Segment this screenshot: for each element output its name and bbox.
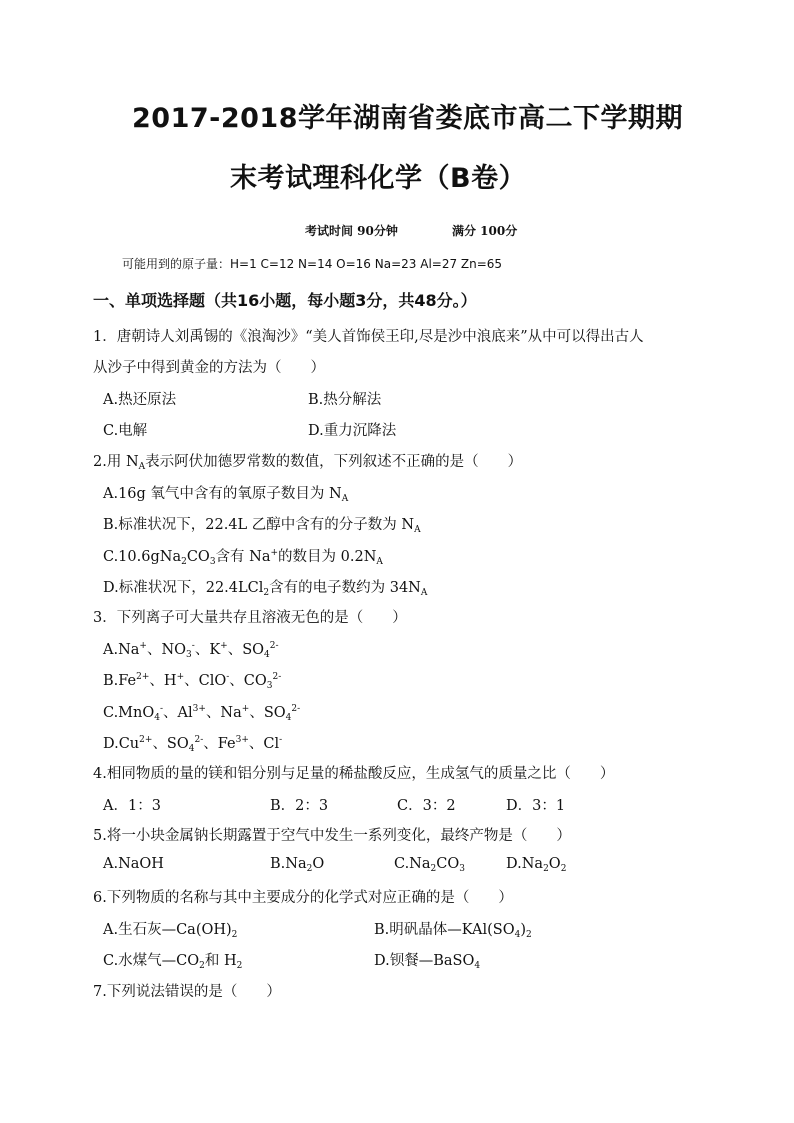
- q5-option-d: $D.Na_2O_2$: [506, 856, 567, 874]
- q6-option-c: C.水煤气$—CO_2$和 $H_2$: [103, 953, 243, 971]
- q1-stem-line2: 从沙子中得到黄金的方法为（ ）: [93, 360, 325, 376]
- atomic-mass-label: 可能用到的原子量：: [122, 257, 231, 271]
- q4-option-d: D．3：1: [506, 798, 566, 814]
- q2-option-c: $C.10.6gNa_2CO_3$含有 Na+的数目为 $0.2N_A$: [103, 548, 383, 567]
- q4-option-c: C．3：2: [397, 798, 456, 814]
- q5-option-b: $B.Na_2O$: [270, 856, 325, 874]
- q5-option-c: $C.Na_2CO_3$: [394, 856, 465, 874]
- q6-option-a: A.生石灰$—Ca(OH)_2$: [103, 922, 238, 940]
- q3-option-b: $B.Fe^{2+}$、H+、ClO-、$CO_3^{2-}$: [103, 672, 282, 691]
- title-line-2: 末考试理科化学（B卷）: [230, 163, 527, 194]
- atomic-mass-values: H=1 C=12 N=14 O=16 Na=23 Al=27 Zn=65: [230, 257, 503, 271]
- q2-option-a: A.16g 氧气中含有的氧原子数目为 $N_A$: [103, 486, 349, 504]
- q3-option-a: A.Na+、$NO_3^-$、K+、$SO_4^{2-}$: [103, 641, 279, 660]
- q7-stem: 7.下列说法错误的是（ ）: [93, 984, 281, 1000]
- q1-option-b: B.热分解法: [308, 392, 382, 408]
- q2-option-d: D.标准状况下，22.4LCl$_2$含有的电子数约为 $34N_A$: [103, 580, 428, 598]
- q3-option-d: $D.Cu^{2+}$、$SO_4^{2-}$、$Fe^{3+}$、Cl-: [103, 735, 283, 754]
- q6-stem: 6.下列物质的名称与其中主要成分的化学式对应正确的是（ ）: [93, 890, 513, 906]
- q6-option-d: D.钡餐—BaSO$_4$: [374, 953, 481, 971]
- q6-option-b: B.明矾晶体$—KAl(SO_4)_2$: [374, 922, 532, 940]
- q5-stem: 5.将一小块金属钠长期露置于空气中发生一系列变化，最终产物是（ ）: [93, 828, 571, 844]
- q4-stem: 4.相同物质的量的镁和铝分别与足量的稀盐酸反应，生成氢气的质量之比（ ）: [93, 766, 615, 782]
- q1-option-c: C.电解: [103, 423, 148, 439]
- q2-stem: 2.用 $N_A$表示阿伏加德罗常数的数值，下列叙述不正确的是（ ）: [93, 454, 523, 472]
- q1-stem-line1: 1．唐朝诗人刘禹锡的《浪淘沙》“美人首饰侯王印,尽是沙中浪底来”从中可以得出古人: [93, 329, 644, 345]
- section-title: 一、单项选择题（共16小题，每小题3分，共48分。）: [93, 291, 477, 310]
- atomic-masses: [122, 255, 502, 272]
- q1-option-d: D.重力沉降法: [308, 423, 397, 439]
- exam-time: 考试时间 90分钟: [305, 224, 398, 238]
- q1-option-a: A.热还原法: [103, 392, 177, 408]
- q5-option-a: A.NaOH: [103, 856, 164, 872]
- q2-option-b: B.标准状况下，22.4L 乙醇中含有的分子数为 $N_A$: [103, 517, 421, 535]
- q4-option-a: A．1：3: [103, 798, 161, 814]
- q3-stem: 3．下列离子可大量共存且溶液无色的是（ ）: [93, 610, 407, 626]
- title-line-1: 2017-2018学年湖南省娄底市高二下学期期: [132, 103, 683, 134]
- q3-option-c: C.MnO$_4$-、$Al^{3+}$、Na+、$SO_4^{2-}$: [103, 704, 301, 723]
- q4-option-b: B．2：3: [270, 798, 329, 814]
- full-score: 满分 100分: [452, 224, 518, 238]
